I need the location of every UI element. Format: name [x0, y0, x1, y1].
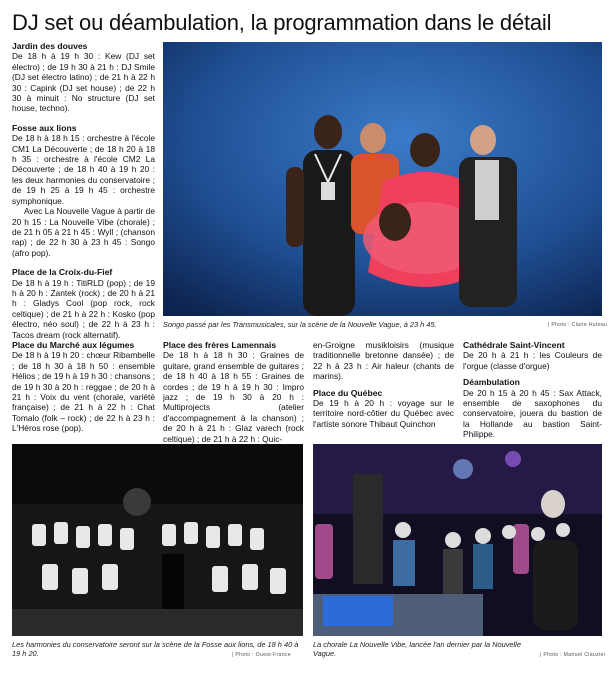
section-title-quebec: Place du Québec [313, 387, 383, 398]
left-column [12, 41, 155, 340]
section-text-freres: De 18 h à 18 h 30 : Graines de guitare, grand ensemble de guitares ; de 18 h 40 à 18 h 55 : Graines de cordes ; de 19 h à 19 h 30 : Impro jazz ; de 19 h 30 à 20 h : Multiprojects (atelier d'accompagnement à la chanson) ; de 20 h à 21 h : Glaz varech (rock celtique) ; de 21 h à 22 h : Quic- [163, 350, 304, 444]
section-text-quebec: De 19 h à 20 h : voyage sur le territoire nord-côtier du Québec avec l'artiste sonore Thibaut Quinchon [313, 398, 454, 429]
credit-photo-chorale: | Photo : Manuel Clauzier [540, 652, 606, 658]
column-freres [163, 340, 304, 444]
photo-chorale-image [313, 444, 602, 636]
caption-photo-songo: Songo passé par les Transmusicales, sur la scène de la Nouvelle Vague, à 23 h 45. [163, 320, 437, 329]
section-title-freres: Place des frères Lamennais [163, 340, 277, 350]
photo-songo [163, 42, 602, 316]
section-text-croix: De 18 h à 19 h : TitiRLD (pop) ; de 19 h à 20 h : Zantek (rock) ; de 20 h à 21 h : Gladys Cool (pop rock, rock celtique) ; de 21 h à 22 h : Kosko (pop électro, néo soul) ; de 22 h à 23 h : Tacos dream (rock alternatif). [12, 277, 155, 340]
section-title-croix: Place de la Croix-du-Fief [12, 267, 113, 278]
section-text-fosse-2: Avec La Nouvelle Vague à partir de 20 h 15 : La Nouvelle Vibe (chorale) ; de 21 h 05 à 21 h 45 : Wyll ; (chanson rap) ; de 22 h 30 à 23 h 45 : Songo (afro pop). [12, 206, 155, 258]
photo-songo-image [163, 42, 602, 316]
caption-photo-harmonies: Les harmonies du conservatoire seront sur la scène de la Fosse aux lions, de 18 h 40 à 19 h 20. [12, 640, 299, 659]
section-text-fosse: De 18 h à 18 h 15 : orchestre à l'école CM1 La Découverte ; de 18 h 20 à 18 h 35 : orchestre à l'école CM2 La Découverte ; de 18 h 40 à 19 h 20 : les deux harmonies du conservatoire ; de 19 h 25 à 19 h 45 : orchestre symphonique. [12, 133, 155, 206]
photo-harmonies-image [12, 444, 303, 636]
section-title-cathedrale: Cathédrale Saint-Vincent [463, 340, 565, 350]
section-text-deambulation: De 20 h 15 à 20 h 45 : Sax Attack, ensemble de saxophones du conservatoire, jouera du bastion de la Hollande au bastion Saint-Philippe. [463, 387, 602, 440]
section-title-jardin: Jardin des douves [12, 41, 88, 51]
section-title-fosse: Fosse aux lions [12, 122, 77, 133]
page-headline: DJ set ou déambulation, la programmation dans le détail [12, 10, 552, 35]
credit-photo-songo: | Photo : Claire Huteau [548, 322, 608, 328]
column-quebec [313, 340, 454, 429]
section-title-marche: Place du Marché aux légumes [12, 340, 135, 350]
photo-chorale [313, 444, 602, 636]
photo-harmonies [12, 444, 303, 636]
section-text-cathedrale: De 20 h à 21 h : les Couleurs de l'orgue (classe d'orgue) [463, 350, 602, 371]
credit-photo-harmonies: | Photo : Ouest-France [232, 652, 291, 658]
column-cathedrale [463, 340, 602, 440]
section-text-marche: De 18 h à 19 h 20 : chœur Ribambelle ; de 18 h 30 à 18 h 50 : ensemble Hélios ; de 19 h à 19 h 30 : chansons ; de 19 h 30 à 20 h : reggae ; de 20 h à 21 h : Voix du vent (chorale, variété française) ; de 21 h à 22 h : Chat Tomalo (folk – rock) ; de 22 h à 23 h : L'Héros rose (pop). [12, 350, 155, 434]
column-marche [12, 340, 155, 434]
caption-photo-chorale: La chorale La Nouvelle Vibe, lancée l'an dernier par la Nouvelle Vague. [313, 640, 521, 659]
section-text-quebec-cont: en-Groigne musikloisirs (musique traditionnelle bretonne dansée) ; de 22 h à 23 h : Air haleur (chants de marins). [313, 340, 454, 382]
section-text-jardin: De 18 h à 19 h 30 : Kew (DJ set électro) ; de 19 h 30 à 21 h : DJ Smile (DJ set électro latino) ; de 21 h à 22 h 30 : Capink (DJ set house) ; de 22 h 30 à minuit : No structure (DJ set house, techno). [12, 51, 155, 114]
section-title-deambulation: Déambulation [463, 377, 520, 388]
